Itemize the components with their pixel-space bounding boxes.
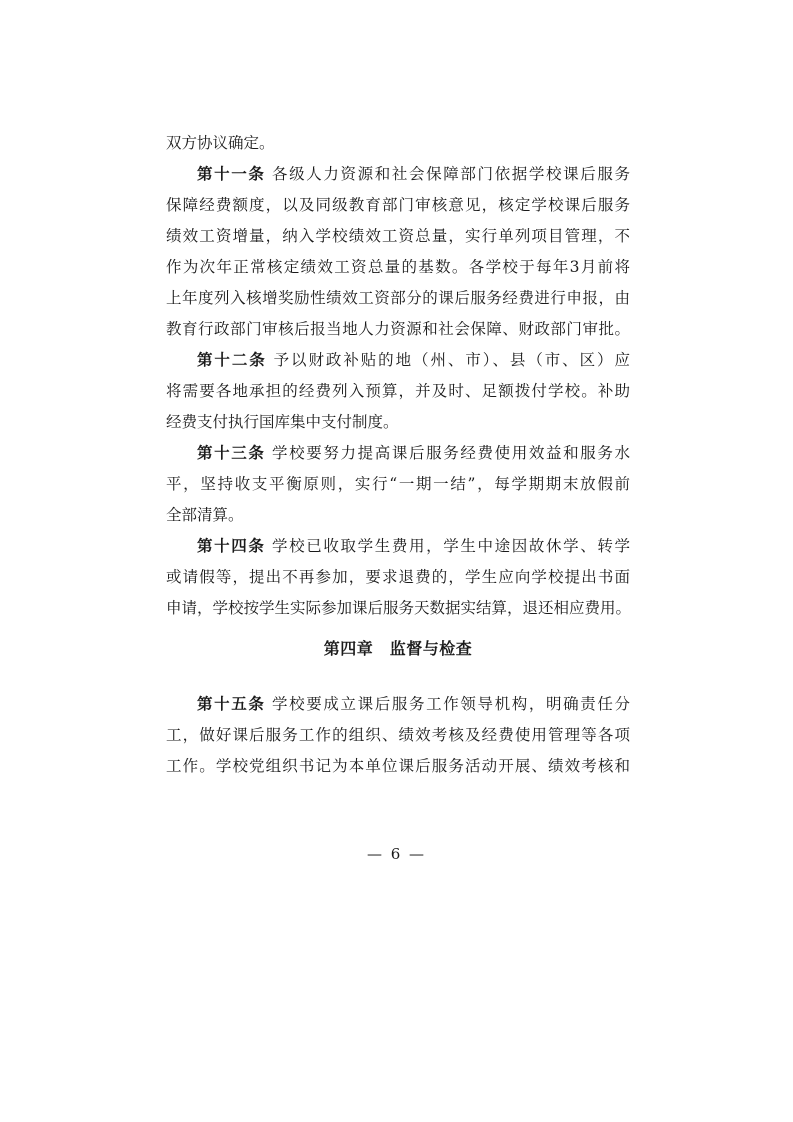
text-line: 教育行政部门审核后报当地人力资源和社会保障、财政部门审批。 [166, 320, 630, 338]
text-line: 双方协议确定。 [166, 134, 275, 152]
article-13 [166, 438, 630, 531]
article-label: 第十一条 [197, 165, 266, 183]
text-line: 申请，学校按学生实际参加课后服务天数据实结算，退还相应费用。 [166, 599, 632, 617]
text-line: 第十四条 学校已收取学生费用，学生中途因故休学、转学 [197, 537, 630, 555]
text-line: 第十一条 各级人力资源和社会保障部门依据学校课后服务 [197, 165, 630, 183]
paragraph-continuation [166, 128, 630, 159]
text-line: 经费支付执行国库集中支付制度。 [166, 413, 399, 431]
text-line: 将需要各地承担的经费列入预算，并及时、足额拨付学校。补助 [166, 382, 630, 400]
article-12 [166, 345, 630, 438]
body-text-upper [166, 128, 630, 624]
article-label: 第十三条 [197, 444, 266, 462]
article-14 [166, 531, 630, 624]
text-line: 绩效工资增量，纳入学校绩效工资总量，实行单列项目管理，不 [166, 227, 630, 245]
page-number: — 6 — [366, 845, 427, 863]
text-line: 平，坚持收支平衡原则，实行“一期一结”，每学期期末放假前 [166, 475, 630, 493]
article-label: 第十二条 [197, 351, 267, 369]
text-line: 或请假等，提出不再参加，要求退费的，学生应向学校提出书面 [166, 568, 630, 586]
article-label: 第十四条 [197, 537, 266, 555]
text-line: 保障经费额度，以及同级教育部门审核意见，核定学校课后服务 [166, 196, 630, 214]
article-11 [166, 159, 630, 345]
body-text-lower [166, 689, 630, 782]
text-line: 第十二条 予以财政补贴的地（州、市）、县（市、区）应 [197, 351, 630, 369]
text-line: 上年度列入核增奖励性绩效工资部分的课后服务经费进行申报，由 [166, 289, 630, 307]
text-line: 作为次年正常核定绩效工资总量的基数。各学校于每年3月前将 [166, 258, 630, 276]
text-line: 工，做好课后服务工作的组织、绩效考核及经费使用管理等各项 [166, 726, 630, 744]
text-line: 第十五条 学校要成立课后服务工作领导机构，明确责任分 [197, 695, 630, 713]
article-15 [166, 689, 630, 782]
text-line: 全部清算。 [166, 506, 244, 524]
chapter-heading: 第四章 监督与检查 [323, 639, 473, 658]
text-line: 工作。学校党组织书记为本单位课后服务活动开展、绩效考核和 [166, 757, 630, 775]
article-label: 第十五条 [197, 695, 266, 713]
text-line: 第十三条 学校要努力提高课后服务经费使用效益和服务水 [197, 444, 630, 462]
